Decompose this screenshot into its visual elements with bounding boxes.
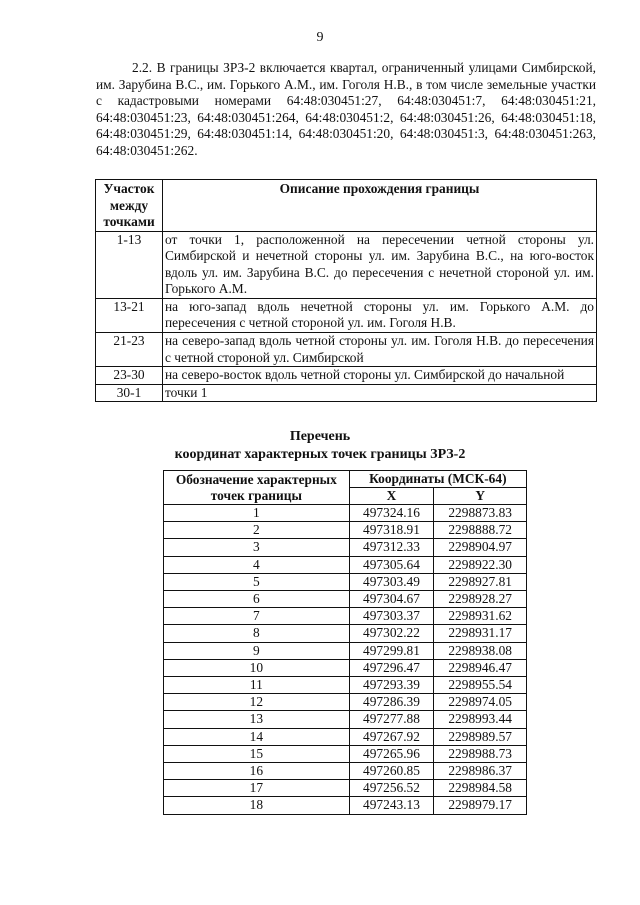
x-cell: 497318.91 <box>349 522 434 539</box>
point-cell: 11 <box>164 677 350 694</box>
table-row <box>164 642 527 659</box>
point-cell: 9 <box>164 642 350 659</box>
table-row <box>164 522 527 539</box>
y-cell: 2298984.58 <box>434 780 527 797</box>
header-segment: Участок между точками <box>96 180 163 232</box>
y-cell: 2298904.97 <box>434 539 527 556</box>
x-cell: 497302.22 <box>349 625 434 642</box>
segment-cell: 30-1 <box>96 384 163 402</box>
segment-cell: 1-13 <box>96 231 163 298</box>
description-cell: точки 1 <box>163 384 597 402</box>
point-cell: 1 <box>164 505 350 522</box>
point-cell: 5 <box>164 573 350 590</box>
header-x: X <box>349 488 434 505</box>
x-cell: 497305.64 <box>349 556 434 573</box>
point-cell: 14 <box>164 728 350 745</box>
y-cell: 2298931.62 <box>434 608 527 625</box>
point-cell: 10 <box>164 659 350 676</box>
x-cell: 497243.13 <box>349 797 434 814</box>
x-cell: 497303.37 <box>349 608 434 625</box>
point-cell: 7 <box>164 608 350 625</box>
y-cell: 2298931.17 <box>434 625 527 642</box>
point-cell: 16 <box>164 763 350 780</box>
x-cell: 497260.85 <box>349 763 434 780</box>
table-row <box>96 367 597 385</box>
segment-cell: 13-21 <box>96 298 163 332</box>
point-cell: 12 <box>164 694 350 711</box>
table-row <box>164 608 527 625</box>
point-cell: 17 <box>164 780 350 797</box>
header-coords: Координаты (МСК-64) <box>349 471 526 488</box>
table-row <box>164 573 527 590</box>
table-row <box>164 591 527 608</box>
table-row <box>164 625 527 642</box>
paragraph-2-2: 2.2. В границы ЗРЗ-2 включается квартал, ограниченный улицами Симбирской, им. Зарубина В.С., им. Горького А.М., им. Гоголя Н.В., в том числе земельные участки с кадастровыми номерами 64:48:030451:27, 64:48:030451:7, 64:48:030451:21, 64:48:030451:23, 64:48:030451:264, 64:48:030451:2, 64:48:030451:26, 64:48:030451:18, 64:48:030451:29, 64:48:030451:14, 64:48:030451:20, 64:48:030451:3, 64:48:030451:263, 64:48:030451:262. <box>96 60 596 158</box>
point-cell: 15 <box>164 745 350 762</box>
description-cell: на юго-запад вдоль нечетной стороны ул. им. Горького А.М. до пересечения с четной стороной ул. им. Гоголя Н.В. <box>163 298 597 332</box>
table-row <box>164 728 527 745</box>
point-cell: 18 <box>164 797 350 814</box>
segment-cell: 21-23 <box>96 333 163 367</box>
y-cell: 2298974.05 <box>434 694 527 711</box>
y-cell: 2298989.57 <box>434 728 527 745</box>
table-row <box>164 797 527 814</box>
y-cell: 2298979.17 <box>434 797 527 814</box>
table-row <box>96 231 597 298</box>
x-cell: 497304.67 <box>349 591 434 608</box>
table-row <box>164 677 527 694</box>
coordinates-heading <box>0 428 640 464</box>
segment-cell: 23-30 <box>96 367 163 385</box>
y-cell: 2298888.72 <box>434 522 527 539</box>
coordinates-body <box>164 505 527 815</box>
table-row <box>96 298 597 332</box>
point-cell: 6 <box>164 591 350 608</box>
point-cell: 13 <box>164 711 350 728</box>
table-row <box>164 659 527 676</box>
y-cell: 2298993.44 <box>434 711 527 728</box>
description-cell: от точки 1, расположенной на пересечении четной стороны ул. Симбирской и нечетной стороны ул. им. Зарубина В.С., на юго-восток вдоль ул. им. Зарубина В.С. до пересечения с нечетной стороной ул. им. Горького А.М. <box>163 231 597 298</box>
x-cell: 497303.49 <box>349 573 434 590</box>
page-number: 9 <box>316 30 324 45</box>
x-cell: 497256.52 <box>349 780 434 797</box>
y-cell: 2298922.30 <box>434 556 527 573</box>
y-cell: 2298955.54 <box>434 677 527 694</box>
table-row <box>164 780 527 797</box>
boundary-table <box>95 179 597 402</box>
coordinates-header-row-1 <box>164 471 527 488</box>
x-cell: 497286.39 <box>349 694 434 711</box>
table-row <box>96 384 597 402</box>
header-y: Y <box>434 488 527 505</box>
x-cell: 497293.39 <box>349 677 434 694</box>
point-cell: 4 <box>164 556 350 573</box>
table-row <box>164 711 527 728</box>
description-cell: на северо-запад вдоль четной стороны ул. им. Гоголя Н.В. до пересечения с четной стороной ул. Симбирской <box>163 333 597 367</box>
x-cell: 497277.88 <box>349 711 434 728</box>
y-cell: 2298873.83 <box>434 505 527 522</box>
table-row <box>164 539 527 556</box>
x-cell: 497312.33 <box>349 539 434 556</box>
x-cell: 497296.47 <box>349 659 434 676</box>
y-cell: 2298986.37 <box>434 763 527 780</box>
y-cell: 2298988.73 <box>434 745 527 762</box>
y-cell: 2298938.08 <box>434 642 527 659</box>
x-cell: 497267.92 <box>349 728 434 745</box>
point-cell: 8 <box>164 625 350 642</box>
y-cell: 2298927.81 <box>434 573 527 590</box>
heading-line-2: координат характерных точек границы ЗРЗ-2 <box>174 447 466 462</box>
header-points: Обозначение характерных точек границы <box>164 471 350 505</box>
table-row <box>164 556 527 573</box>
table-row <box>164 763 527 780</box>
boundary-table-header <box>96 180 597 232</box>
table-row <box>164 745 527 762</box>
table-row <box>164 694 527 711</box>
table-row <box>164 505 527 522</box>
point-cell: 3 <box>164 539 350 556</box>
heading-line-1: Перечень <box>289 429 351 444</box>
x-cell: 497324.16 <box>349 505 434 522</box>
point-cell: 2 <box>164 522 350 539</box>
description-cell: на северо-восток вдоль четной стороны ул. Симбирской до начальной <box>163 367 597 385</box>
table-row <box>96 333 597 367</box>
y-cell: 2298946.47 <box>434 659 527 676</box>
x-cell: 497299.81 <box>349 642 434 659</box>
x-cell: 497265.96 <box>349 745 434 762</box>
header-description: Описание прохождения границы <box>163 180 597 232</box>
coordinates-table <box>163 470 527 815</box>
y-cell: 2298928.27 <box>434 591 527 608</box>
